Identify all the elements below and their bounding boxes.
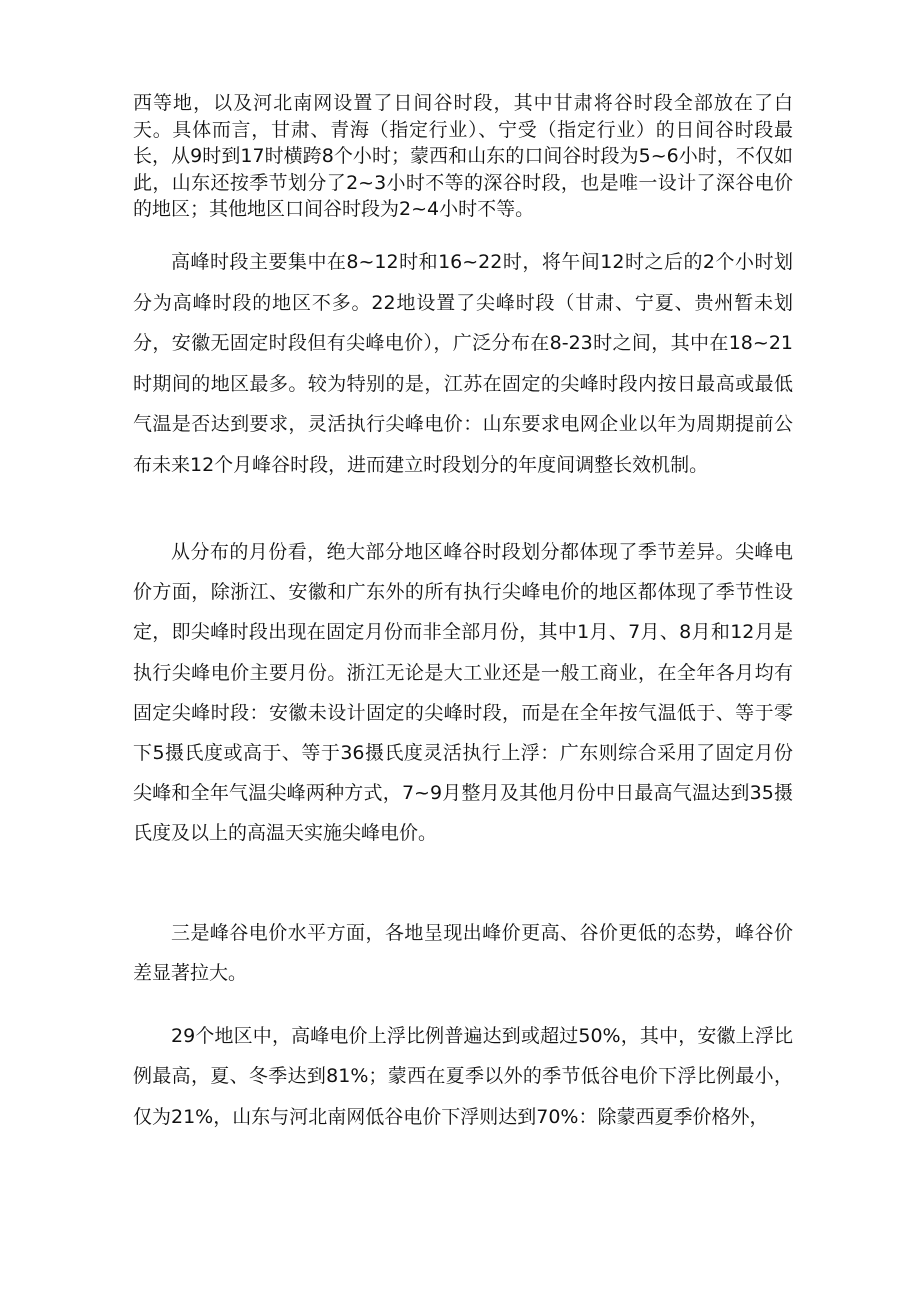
- paragraph-continuation: 西等地，以及河北南网设置了日间谷时段，其中甘肃将谷时段全部放在了白天。具体而言，甘肃、青海（指定行业）、宁受（指定行业）的日间谷时段最长，从9时到17时横跨8个小时；蒙西和山东的口间谷时段为5~6小时，不仅如此，山东还按季节划分了2~3小时不等的深谷时段，也是唯一设计了深谷电价的地区；其他地区口间谷时段为2~4小时不等。: [133, 92, 793, 220]
- paragraph-peak-periods: 高峰时段主要集中在8~12时和16~22时，将午间12时之后的2个小时划分为高峰时段的地区不多。22地设置了尖峰时段（甘肃、宁夏、贵州暂未划分，安徽无固定时段但有尖峰电价），广泛分布在8-23时之间，其中在18~21时期间的地区最多。较为特别的是，江苏在固定的尖峰时段内按日最高或最低气温是否达到要求，灵活执行尖峰电价：山东要求电网企业以年为周期提前公布未来12个月峰谷时段，进而建立时段划分的年度间调整长效机制。: [133, 251, 793, 476]
- paragraph-price-float-ratios: 29个地区中，高峰电价上浮比例普遍达到或超过50%，其中，安徽上浮比例最高，夏、冬季达到81%；蒙西在夏季以外的季节低谷电价下浮比例最小，仅为21%，山东与河北南网低谷电价下浮则达到70%：除蒙西夏季价格外，: [133, 1025, 793, 1128]
- paragraph-seasonal-distribution: 从分布的月份看，绝大部分地区峰谷时段划分都体现了季节差异。尖峰电价方面，除浙江、安徽和广东外的所有执行尖峰电价的地区都体现了季节性设定，即尖峰时段出现在固定月份而非全部月份，其中1月、7月、8月和12月是执行尖峰电价主要月份。浙江无论是大工业还是一般工商业，在全年各月均有固定尖峰时段：安徽未设计固定的尖峰时段，而是在全年按气温低于、等于零下5摄氏度或高于、等于36摄氏度灵活执行上浮：广东则综合采用了固定月份尖峰和全年气温尖峰两种方式，7~9月整月及其他月份中日最高气温达到35摄氏度及以上的高温天实施尖峰电价。: [133, 541, 793, 845]
- paragraph-price-level-summary: 三是峰谷电价水平方面，各地呈现出峰价更高、谷价更低的态势，峰谷价差显著拉大。: [133, 922, 793, 984]
